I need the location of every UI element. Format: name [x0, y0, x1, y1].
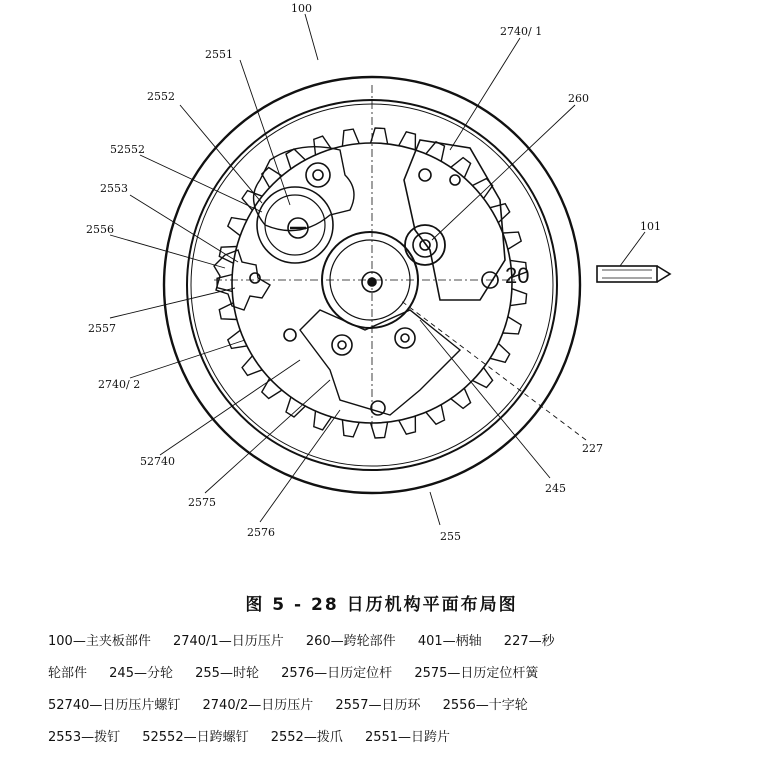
legend-item: 100—主夹板部件	[48, 634, 151, 649]
label-2740-2: 2740/ 2	[98, 378, 141, 391]
leader-lines	[110, 14, 645, 525]
label-101: 101	[640, 220, 661, 233]
small-hole	[284, 329, 296, 341]
screw-hole	[419, 169, 431, 181]
label-2551: 2551	[205, 48, 233, 61]
legend-item: 2552—拨爪	[270, 730, 343, 745]
legend-line-1	[48, 630, 748, 649]
legend-line-2	[48, 662, 748, 681]
label-2740-1: 2740/ 1	[500, 25, 543, 38]
legend-item: 255—时轮	[195, 666, 259, 681]
cross-wheel-260	[405, 225, 445, 265]
label-52552: 52552	[110, 143, 145, 156]
legend-line-3	[48, 694, 748, 713]
legend-line-4	[48, 726, 748, 745]
screw-ring	[395, 328, 415, 348]
legend-item: 轮部件	[48, 666, 88, 681]
legend-item: 2551—日跨片	[364, 730, 451, 745]
label-260: 260	[568, 92, 589, 105]
legend-item: 52552—日跨螺钉	[142, 730, 249, 745]
legend-item: 401—柄轴	[417, 634, 482, 649]
screw-hole	[450, 175, 460, 185]
winding-stem	[597, 266, 657, 282]
screw-ring-inner	[401, 334, 409, 342]
label-227: 227	[582, 442, 603, 455]
small-hole	[306, 163, 330, 187]
date-window-mark: 20	[505, 263, 530, 288]
legend-item: 2556—十字轮	[442, 698, 528, 713]
label-2553: 2553	[100, 182, 128, 195]
figure-caption: 图 5 - 28 日历机构平面布局图	[245, 595, 518, 615]
legend-item: 2575—日历定位杆簧	[414, 666, 539, 681]
legend-item: 227—秒	[503, 634, 555, 649]
stem-tip	[657, 266, 670, 282]
legend-item: 2740/1—日历压片	[172, 634, 284, 649]
label-52740: 52740	[140, 455, 175, 468]
label-255: 255	[440, 530, 461, 543]
legend-item: 2576—日历定位杆	[281, 666, 393, 681]
label-245: 245	[545, 482, 566, 495]
label-2556: 2556	[86, 223, 114, 236]
label-2576: 2576	[247, 526, 275, 539]
small-hole	[371, 401, 385, 415]
label-2575: 2575	[188, 496, 216, 509]
label-2552: 2552	[147, 90, 175, 103]
label-2557: 2557	[88, 322, 116, 335]
screw-ring-inner	[338, 341, 346, 349]
legend-item: 52740—日历压片螺钉	[48, 698, 181, 713]
cross-wheel-260-pivot	[420, 240, 430, 250]
cross-wheel-260-inner	[413, 233, 437, 257]
legend-item: 2740/2—日历压片	[202, 698, 314, 713]
legend-item: 2557—日历环	[335, 698, 421, 713]
legend-item: 2553—拨钉	[48, 730, 121, 745]
label-100: 100	[291, 2, 312, 15]
jump-screw-ring	[257, 187, 333, 263]
small-hole	[313, 170, 323, 180]
legend-item: 260—跨轮部件	[305, 634, 396, 649]
screw-ring	[332, 335, 352, 355]
date-pressure-plate-2	[300, 310, 460, 415]
center-pivot	[368, 278, 376, 286]
legend-item: 245—分轮	[109, 666, 173, 681]
